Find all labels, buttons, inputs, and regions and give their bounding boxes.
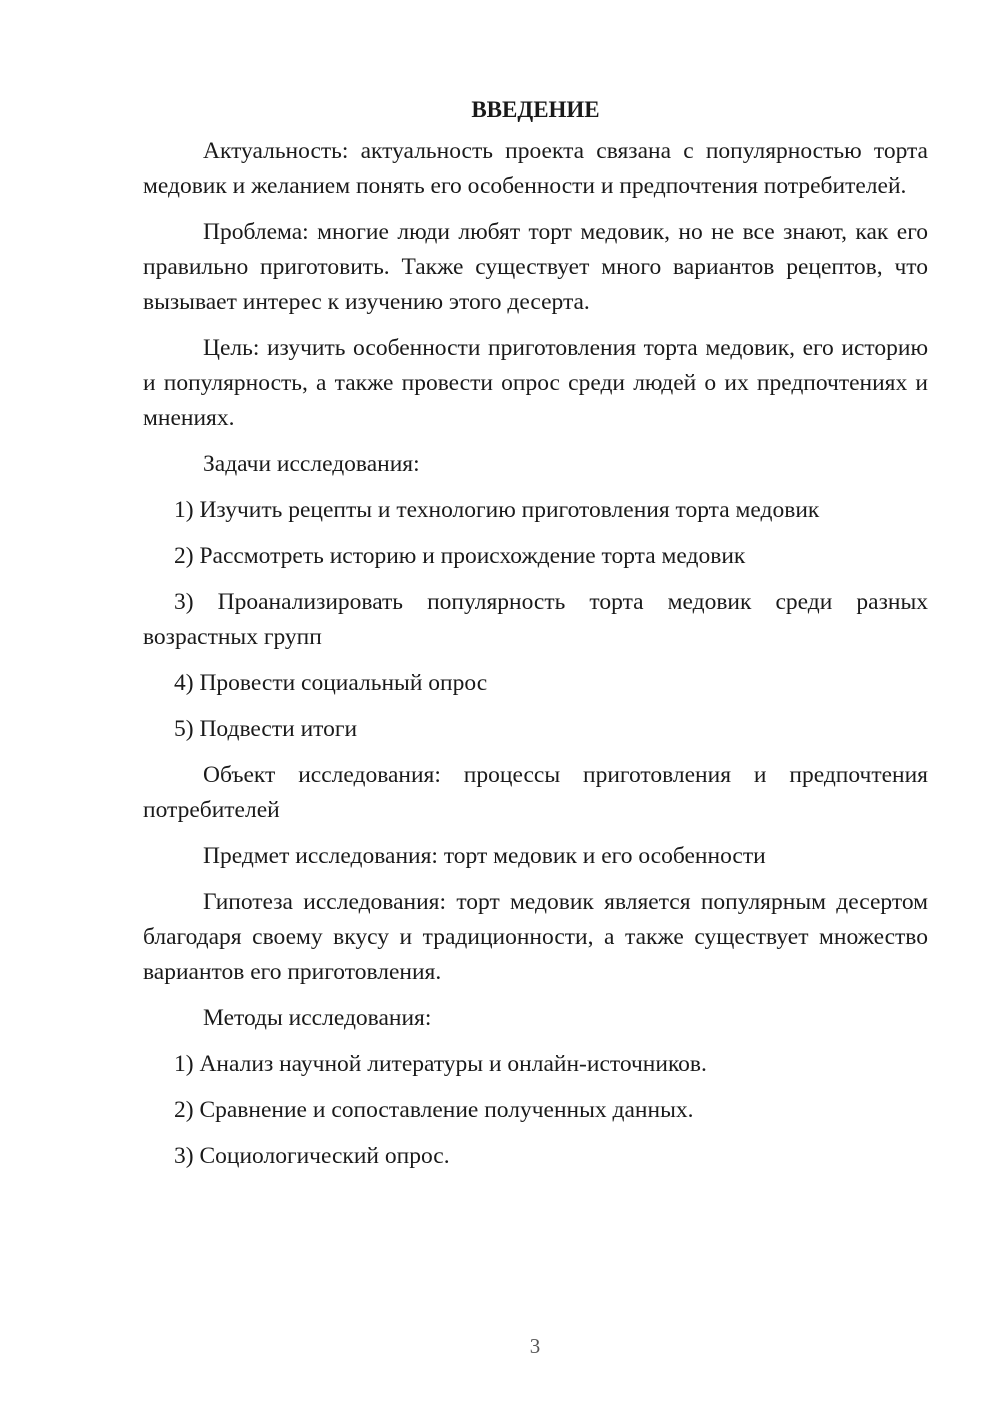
page-number: 3 — [529, 1334, 541, 1358]
task-item: 1) Изучить рецепты и технологию приготовления торта медовик — [174, 497, 820, 523]
document-body — [143, 92, 928, 1185]
object-paragraph: Объект исследования: процессы приготовления и предпочтения потребителей — [143, 762, 928, 823]
task-item: 3) Проанализировать популярность торта медовик среди разных возрастных групп — [143, 589, 928, 650]
relevance-paragraph: Актуальность: актуальность проекта связана с популярностью торта медовик и желанием понять его особенности и предпочтения потребителей. — [143, 138, 928, 199]
subject-paragraph: Предмет исследования: торт медовик и его особенности — [203, 843, 766, 869]
method-item: 1) Анализ научной литературы и онлайн-источников. — [174, 1051, 707, 1077]
task-item: 5) Подвести итоги — [174, 716, 358, 742]
goal-paragraph: Цель: изучить особенности приготовления торта медовик, его историю и популярность, а также провести опрос среди людей о их предпочтениях и мнениях. — [143, 335, 928, 431]
method-item: 2) Сравнение и сопоставление полученных данных. — [174, 1097, 694, 1123]
task-item: 4) Провести социальный опрос — [174, 670, 488, 696]
methods-heading: Методы исследования: — [203, 1005, 432, 1031]
tasks-heading: Задачи исследования: — [203, 451, 420, 477]
problem-paragraph: Проблема: многие люди любят торт медовик, но не все знают, как его правильно приготовить. Также существует много вариантов рецептов, что вызывает интерес к изучению этого десерта. — [143, 219, 928, 315]
hypothesis-paragraph: Гипотеза исследования: торт медовик является популярным десертом благодаря своему вкусу и традиционности, а также существует множество вариантов его приготовления. — [143, 889, 928, 985]
method-item: 3) Социологический опрос. — [174, 1143, 450, 1169]
task-item: 2) Рассмотреть историю и происхождение торта медовик — [174, 543, 746, 569]
section-title: ВВЕДЕНИЕ — [471, 97, 600, 122]
